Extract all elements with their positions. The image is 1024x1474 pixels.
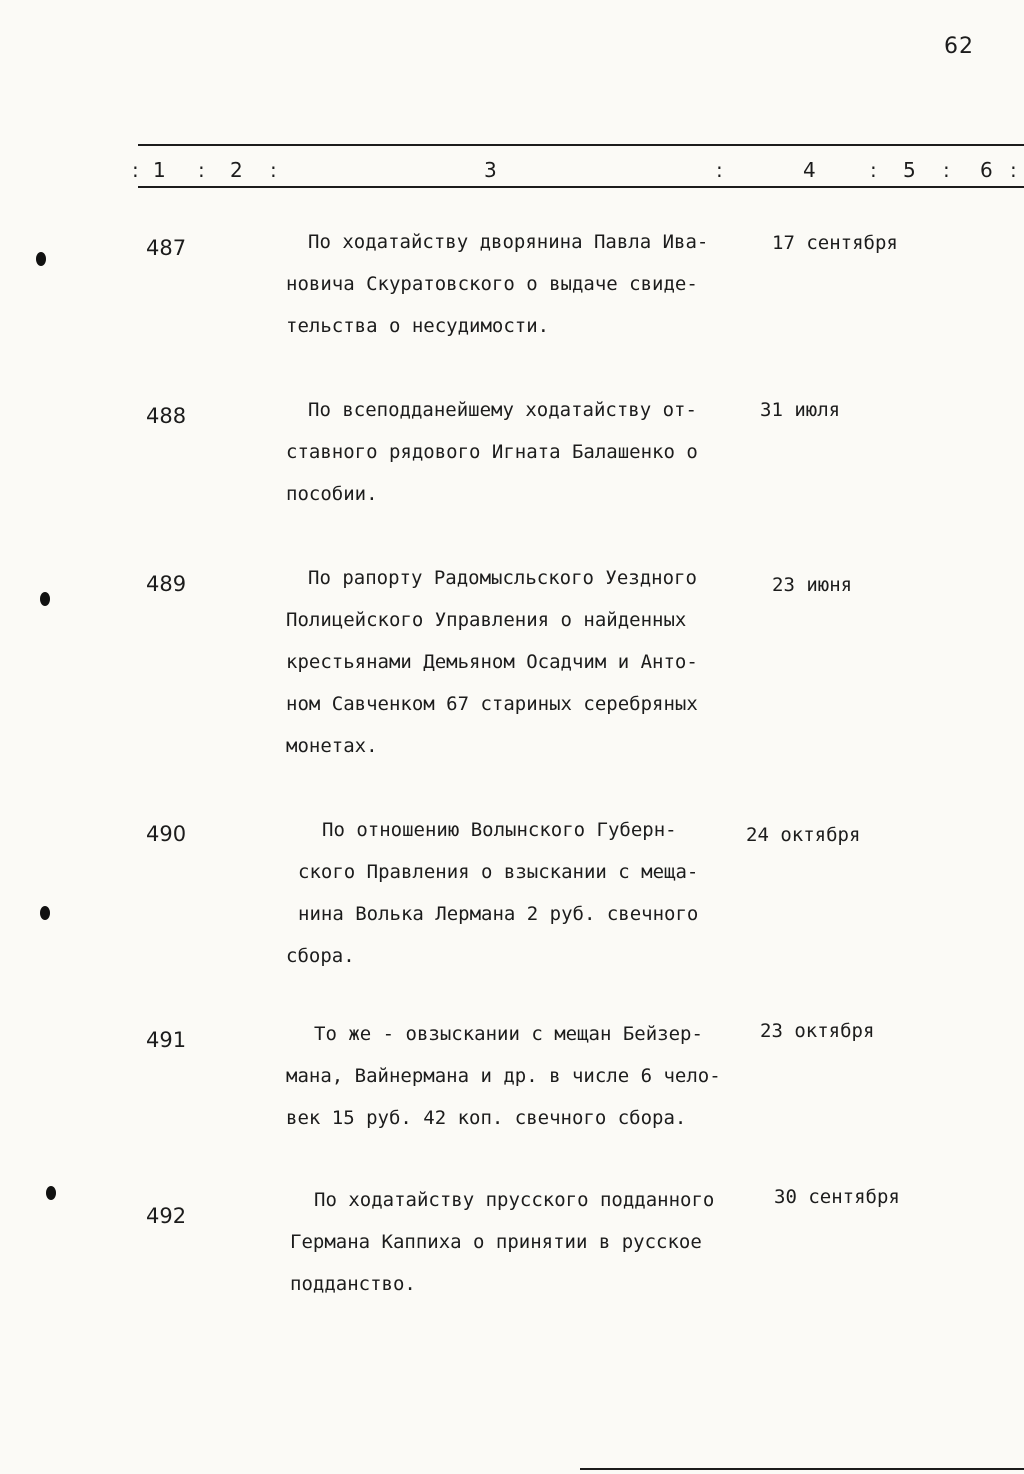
description-line: То же - овзыскании с мещан Бейзер-	[314, 1023, 703, 1045]
entry-description	[286, 809, 698, 977]
description-line: тельства о несудимости.	[286, 315, 550, 337]
entry-number: 489	[146, 572, 187, 596]
column-header-6: 6	[980, 158, 993, 182]
header-rule-bottom	[138, 186, 1024, 188]
description-line: мана, Вайнермана и др. в числе 6 чело-	[286, 1065, 721, 1087]
column-separator: :	[1010, 158, 1017, 182]
entry-date: 23 июня	[772, 574, 853, 596]
description-line: По рапорту Радомысльского Уездного	[308, 567, 697, 589]
footer-rule	[580, 1468, 1024, 1470]
column-separator: :	[132, 158, 139, 182]
column-header-4: 4	[803, 158, 816, 182]
description-line: Германа Каппиха о принятии в русское	[290, 1231, 702, 1253]
description-line: монетах.	[286, 735, 378, 757]
entry-number: 487	[146, 236, 187, 260]
header-rule-top	[138, 144, 1024, 146]
column-separator: :	[270, 158, 277, 182]
description-line: ном Савченком 67 стариных серебряных	[286, 693, 698, 715]
description-line: Полицейского Управления о найденных	[286, 609, 687, 631]
column-header-1: 1	[153, 158, 166, 182]
entry-description	[290, 1179, 714, 1305]
entry-number: 491	[146, 1028, 187, 1052]
column-header-2: 2	[230, 158, 243, 182]
entry-date: 23 октября	[760, 1020, 875, 1042]
entry-date: 30 сентября	[774, 1186, 900, 1208]
binding-hole-mark	[40, 592, 50, 606]
column-separator: :	[716, 158, 723, 182]
column-header-5: 5	[903, 158, 916, 182]
description-line: сбора.	[286, 945, 355, 967]
description-line: крестьянами Демьяном Осадчим и Анто-	[286, 651, 698, 673]
description-line: подданство.	[290, 1273, 416, 1295]
description-line: ставного рядового Игната Балашенко о	[286, 441, 698, 463]
entry-number: 490	[146, 822, 187, 846]
column-separator: :	[870, 158, 877, 182]
description-line: По отношению Волынского Губерн-	[322, 819, 677, 841]
column-separator: :	[198, 158, 205, 182]
entry-date: 24 октября	[746, 824, 861, 846]
entry-number: 488	[146, 404, 187, 428]
description-line: ского Правления о взыскании с меща-	[298, 861, 699, 883]
description-line: век 15 руб. 42 коп. свечного сбора.	[286, 1107, 687, 1129]
column-header-3: 3	[484, 158, 497, 182]
entry-date: 31 июля	[760, 399, 841, 421]
description-line: нина Волька Лермана 2 руб. свечного	[298, 903, 699, 925]
binding-hole-mark	[36, 252, 46, 266]
binding-hole-mark	[46, 1186, 56, 1200]
entry-number: 492	[146, 1204, 187, 1228]
entry-date: 17 сентября	[772, 232, 898, 254]
binding-hole-mark	[40, 906, 50, 920]
description-line: новича Скуратовского о выдаче свиде-	[286, 273, 698, 295]
column-separator: :	[943, 158, 950, 182]
description-line: По всеподданейшему ходатайству от-	[308, 399, 697, 421]
entry-description	[286, 389, 698, 515]
entry-description	[286, 221, 708, 347]
description-line: По ходатайству прусского подданного	[314, 1189, 715, 1211]
description-line: пособии.	[286, 483, 378, 505]
entry-description	[286, 1013, 721, 1139]
description-line: По ходатайству дворянина Павла Ива-	[308, 231, 709, 253]
entry-description	[286, 557, 698, 767]
page-number: 62	[944, 34, 974, 59]
